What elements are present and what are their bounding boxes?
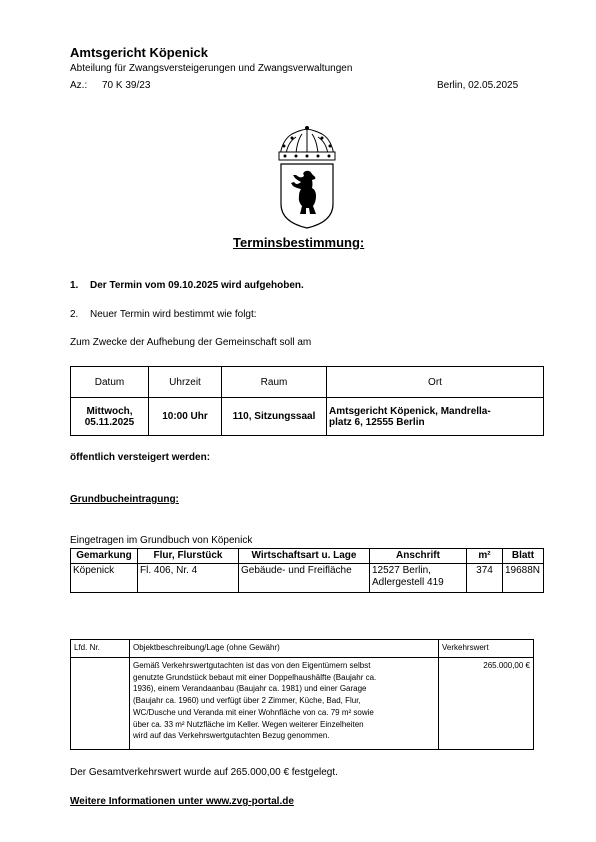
registered-in: Eingetragen im Grundbuch von Köpenick [70, 535, 253, 546]
location-line1: Amtsgericht Köpenick, Mandrella- [329, 405, 491, 417]
land-register-heading: Grundbucheintragung: [70, 494, 179, 505]
description-line: genutzte Grundstück bebaut mit einer Doppelhaushälfte (Baujahr ca. [133, 672, 377, 682]
description-line: WC/Dusche und Veranda mit einer Wohnfläche von ca. 79 m² sowie [133, 707, 374, 717]
appointment-room: 110, Sitzungssaal [222, 398, 327, 436]
place-date: Berlin, 02.05.2025 [437, 80, 519, 91]
object-table [70, 639, 534, 750]
row-area: 374 [467, 564, 503, 593]
description-line: 1936), einem Verandaanbau (Baujahr ca. 1981) und einer Garage [133, 684, 367, 694]
more-info-link[interactable]: Weitere Informationen unter www.zvg-portal.de [70, 796, 294, 807]
header-room: Raum [222, 367, 327, 398]
document-title: Terminsbestimmung: [233, 235, 365, 250]
location-line2: platz 6, 12555 Berlin [329, 416, 425, 428]
date-weekday: Mittwoch, [86, 405, 133, 417]
berlin-coat-of-arms-icon [272, 126, 342, 230]
description-line: über ca. 33 m² Nutzfläche im Keller. Wegen weiterer Einzelheiten [133, 719, 364, 729]
file-number: 70 K 39/23 [102, 80, 151, 91]
row-address [370, 564, 467, 593]
file-label: Az.: [70, 80, 88, 91]
row-type: Gebäude- und Freifläche [239, 564, 370, 593]
court-name: Amtsgericht Köpenick [70, 45, 208, 60]
row-running-number [71, 658, 130, 750]
row-description [130, 658, 439, 750]
row-market-value: 265.000,00 € [439, 658, 534, 750]
address-line1: 12527 Berlin, [372, 565, 431, 576]
header-description: Objektbeschreibung/Lage (ohne Gewähr) [130, 640, 439, 658]
appointment-location [327, 398, 544, 436]
header-running-number: Lfd. Nr. [71, 640, 130, 658]
appointment-table [70, 366, 544, 436]
address-line2: Adlergestell 419 [372, 577, 444, 588]
department: Abteilung für Zwangsversteigerungen und Zwangsverwaltungen [70, 63, 353, 74]
total-value: Der Gesamtverkehrswert wurde auf 265.000,00 € festgelegt. [70, 767, 338, 778]
header-location: Ort [327, 367, 544, 398]
item2-number: 2. [70, 309, 79, 320]
intro-text: Zum Zwecke der Aufhebung der Gemeinschaft soll am [70, 337, 312, 348]
header-district: Gemarkung [71, 549, 138, 564]
item1-number: 1. [70, 280, 79, 291]
appointment-date [71, 398, 149, 436]
appointment-time: 10:00 Uhr [149, 398, 222, 436]
description-line: wird auf das Verkehrswertgutachten Bezug genommen. [133, 731, 330, 741]
outro-text: öffentlich versteigert werden: [70, 452, 211, 463]
row-district: Köpenick [71, 564, 138, 593]
header-market-value: Verkehrswert [439, 640, 534, 658]
header-area: m² [467, 549, 503, 564]
header-address: Anschrift [370, 549, 467, 564]
header-time: Uhrzeit [149, 367, 222, 398]
header-sheet: Blatt [503, 549, 544, 564]
header-parcel: Flur, Flurstück [138, 549, 239, 564]
row-sheet: 19688N [503, 564, 544, 593]
description-line: Gemäß Verkehrswertgutachten ist das von den Eigentümern selbst [133, 661, 371, 670]
item1-text: Der Termin vom 09.10.2025 wird aufgehoben. [90, 280, 304, 291]
row-parcel: Fl. 406, Nr. 4 [138, 564, 239, 593]
header-type: Wirtschaftsart u. Lage [239, 549, 370, 564]
date-value: 05.11.2025 [84, 416, 135, 428]
header-date: Datum [71, 367, 149, 398]
description-line: (Baujahr ca. 1960) und verfügt über 2 Zimmer, Küche, Bad, Flur, [133, 696, 361, 706]
item2-text: Neuer Termin wird bestimmt wie folgt: [90, 309, 257, 320]
register-table [70, 548, 544, 593]
